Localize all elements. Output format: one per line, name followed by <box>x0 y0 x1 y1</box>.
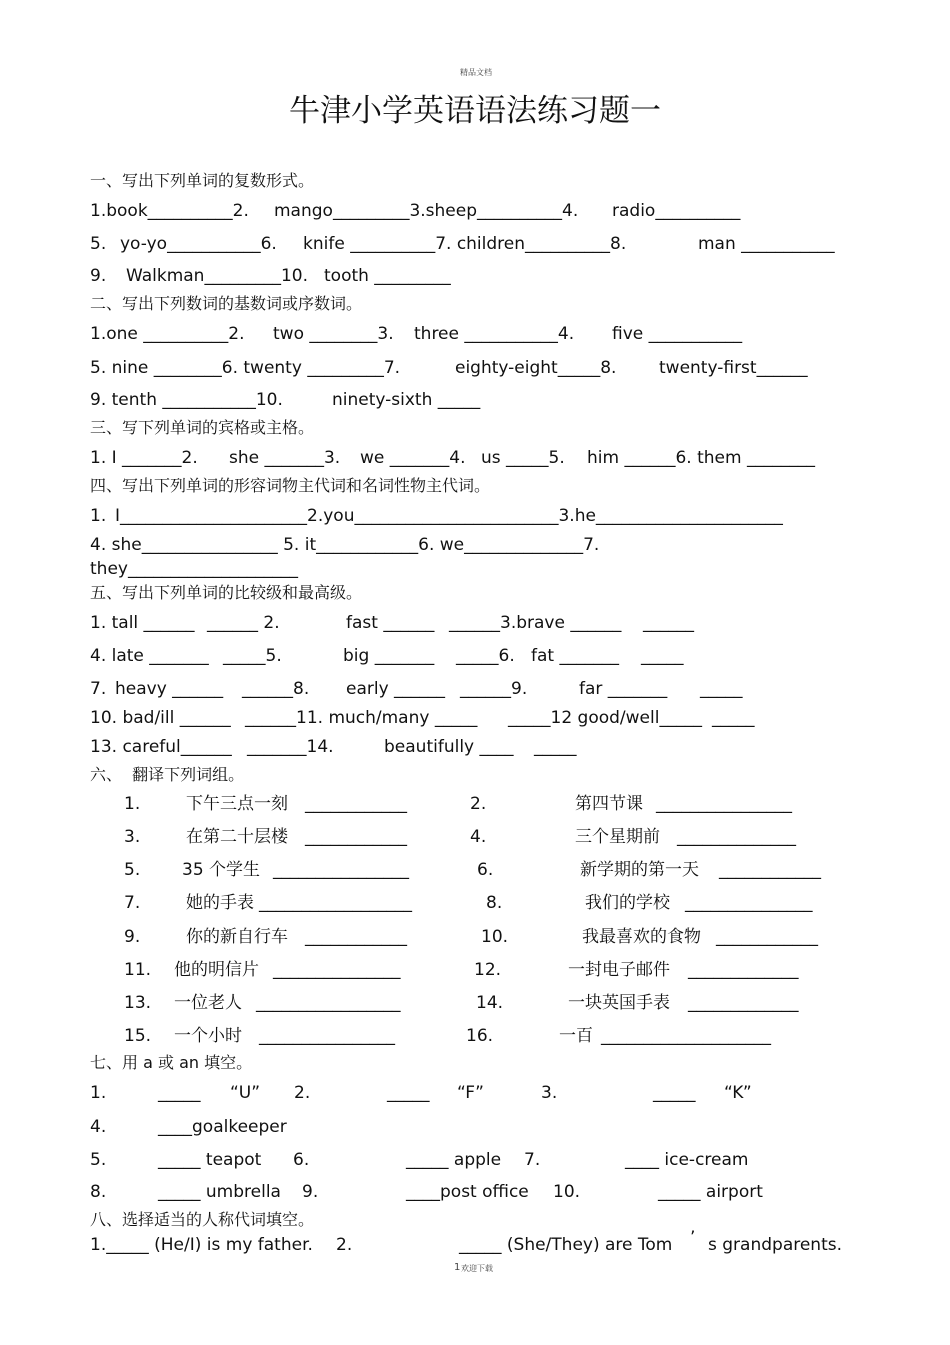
answer-blank: ______________ <box>677 827 796 847</box>
answer-blank: ____________________ <box>601 1026 771 1046</box>
item-number: 6. <box>477 860 494 880</box>
phrase-text: 下午三点一刻 <box>186 794 288 814</box>
exercise-line: ______ 2. <box>207 613 280 633</box>
exercise-line: ______8. <box>242 679 310 699</box>
exercise-line: _______14. <box>247 737 334 757</box>
item-number: 11. <box>124 960 152 980</box>
answer-blank: ________________ <box>656 794 792 814</box>
exercise-line: him ______6. them ________ <box>587 448 815 468</box>
exercise-line: _____ teapot <box>158 1150 262 1170</box>
exercise-line: “K” <box>724 1083 752 1103</box>
exercise-line: ______11. much/many _____ <box>245 708 478 728</box>
exercise-line: ______9. <box>460 679 528 699</box>
answer-blank: _____________ <box>688 993 799 1013</box>
header-note: 精品文档 <box>460 68 492 77</box>
exercise-line: _____ <box>700 679 743 699</box>
section-heading: 三、写下列单词的宾格或主格。 <box>90 418 315 437</box>
section-heading: 二、写出下列数词的基数词或序数词。 <box>90 294 363 313</box>
section-heading: 六、 翻译下列词组。 <box>90 765 245 784</box>
exercise-line: 1._____ (He/I) is my father. <box>90 1235 313 1255</box>
exercise-line: I______________________2.you________________________3.he______________________ <box>115 506 783 526</box>
item-number: 12. <box>474 960 502 980</box>
exercise-line: _____ <box>653 1083 696 1103</box>
answer-blank: __________________ <box>259 893 412 913</box>
phrase-text: 一百 <box>559 1026 593 1046</box>
phrase-text: 一封电子邮件 <box>568 960 670 980</box>
exercise-line: s grandparents. <box>708 1235 843 1255</box>
exercise-line: ____post office <box>406 1182 529 1202</box>
exercise-line: heavy ______ <box>115 679 224 699</box>
phrase-text: 我们的学校 <box>585 893 670 913</box>
exercise-line: eighty-eight_____8. <box>455 358 617 378</box>
exercise-line: 10. bad/ill ______ <box>90 708 231 728</box>
exercise-line: she _______3. <box>229 448 341 468</box>
exercise-line: 4. she________________ 5. it____________6. we______________7. <box>90 535 600 555</box>
item-number: 7. <box>124 893 141 913</box>
exercise-line: knife __________7. children__________8. <box>303 234 627 254</box>
exercise-line: 2. <box>294 1083 311 1103</box>
item-number: 16. <box>466 1026 494 1046</box>
exercise-line: fat _______ <box>531 646 619 666</box>
exercise-line: _____ (She/They) are Tom <box>459 1235 673 1255</box>
exercise-line: 10. <box>553 1182 581 1202</box>
exercise-line: 5. <box>90 234 107 254</box>
answer-blank: ____________ <box>305 794 407 814</box>
phrase-text: 他的明信片 <box>174 960 259 980</box>
exercise-line: tooth _________ <box>324 266 451 286</box>
answer-blank: ____________ <box>719 860 821 880</box>
answer-blank: ________________ <box>273 860 409 880</box>
exercise-line: 4. late _______ <box>90 646 209 666</box>
exercise-line: _____ apple <box>406 1150 502 1170</box>
exercise-line: 5. nine ________6. twenty _________7. <box>90 358 401 378</box>
exercise-line: Walkman_________10. <box>126 266 308 286</box>
phrase-text: 她的手表 <box>186 893 254 913</box>
exercise-line: 1.one __________2. <box>90 324 245 344</box>
phrase-text: 你的新自行车 <box>186 927 288 947</box>
exercise-line: 6. <box>293 1150 310 1170</box>
exercise-line: man ___________ <box>698 234 835 254</box>
exercise-line: 1. <box>90 1083 107 1103</box>
answer-blank: ____________ <box>305 827 407 847</box>
item-number: 3. <box>124 827 141 847</box>
exercise-line: us _____5. <box>481 448 565 468</box>
exercise-line: 9. <box>90 266 107 286</box>
answer-blank: _______________ <box>685 893 813 913</box>
phrase-text: 第四节课 <box>575 794 643 814</box>
exercise-line: five ___________ <box>612 324 743 344</box>
exercise-line: big _______ <box>343 646 435 666</box>
exercise-line: 2. <box>336 1235 353 1255</box>
exercise-line: ninety-sixth _____ <box>332 390 481 410</box>
exercise-line: ____ ice-cream <box>625 1150 749 1170</box>
exercise-line: _____12 good/well_____ <box>508 708 702 728</box>
phrase-text: 三个星期前 <box>575 827 660 847</box>
exercise-line: we _______4. <box>360 448 466 468</box>
exercise-line: 9. tenth ___________10. <box>90 390 283 410</box>
answer-blank: ________________ <box>259 1026 395 1046</box>
exercise-line: _____ <box>534 737 577 757</box>
item-number: 8. <box>486 893 503 913</box>
exercise-line: _____ umbrella <box>158 1182 281 1202</box>
exercise-line: yo-yo___________6. <box>120 234 277 254</box>
exercise-line: twenty-first______ <box>659 358 808 378</box>
item-number: 14. <box>476 993 504 1013</box>
page-number: 1 <box>454 1262 461 1273</box>
section-heading: 一、写出下列单词的复数形式。 <box>90 171 315 190</box>
exercise-line: 4. <box>90 1117 107 1137</box>
exercise-line: “U” <box>230 1083 261 1103</box>
exercise-line: “F” <box>457 1083 484 1103</box>
exercise-line: they____________________ <box>90 559 298 579</box>
answer-blank: _________________ <box>256 993 401 1013</box>
phrase-text: 35 个学生 <box>182 860 261 880</box>
answer-blank: ____________ <box>716 927 818 947</box>
exercise-line: ____goalkeeper <box>158 1117 287 1137</box>
exercise-line: fast ______ <box>346 613 435 633</box>
exercise-line: 7. <box>90 679 107 699</box>
exercise-line: 1. tall ______ <box>90 613 195 633</box>
item-number: 13. <box>124 993 152 1013</box>
answer-blank: _____________ <box>688 960 799 980</box>
item-number: 9. <box>124 927 141 947</box>
exercise-line: 7. <box>524 1150 541 1170</box>
section-heading: 八、选择适当的人称代词填空。 <box>90 1210 315 1229</box>
exercise-line: _____ <box>158 1083 201 1103</box>
item-number: 5. <box>124 860 141 880</box>
exercise-line: mango_________3.sheep__________4. <box>274 201 579 221</box>
item-number: 10. <box>481 927 509 947</box>
phrase-text: 一块英国手表 <box>568 993 670 1013</box>
answer-blank: _______________ <box>273 960 401 980</box>
section-heading: 四、写出下列单词的形容词物主代词和名词性物主代词。 <box>90 476 491 495</box>
exercise-line: _____6. <box>456 646 515 666</box>
phrase-text: 我最喜欢的食物 <box>582 927 701 947</box>
answer-blank: ____________ <box>305 927 407 947</box>
exercise-line: _____ airport <box>658 1182 763 1202</box>
item-number: 15. <box>124 1026 152 1046</box>
item-number: 2. <box>470 794 487 814</box>
exercise-line: 1. I _______2. <box>90 448 198 468</box>
exercise-line: 9. <box>302 1182 319 1202</box>
phrase-text: 一位老人 <box>174 993 242 1013</box>
exercise-line: two ________3. <box>273 324 394 344</box>
exercise-line: 5. <box>90 1150 107 1170</box>
exercise-line: _____5. <box>223 646 282 666</box>
exercise-line: _____ <box>641 646 684 666</box>
section-heading: 七、用 a 或 an 填空。 <box>90 1053 253 1072</box>
exercise-line: 13. careful______ <box>90 737 232 757</box>
exercise-line: ______ <box>643 613 694 633</box>
exercise-line: beautifully ____ <box>384 737 514 757</box>
section-heading: 五、写出下列单词的比较级和最高级。 <box>90 583 363 602</box>
exercise-line: early ______ <box>346 679 446 699</box>
page-title: 牛津小学英语语法练习题一 <box>289 93 661 129</box>
item-number: 1. <box>124 794 141 814</box>
exercise-line: far _______ <box>579 679 668 699</box>
exercise-line: 1.book__________2. <box>90 201 249 221</box>
exercise-line: three ___________4. <box>414 324 575 344</box>
phrase-text: 一个小时 <box>174 1026 242 1046</box>
exercise-line: 8. <box>90 1182 107 1202</box>
exercise-line: ______3.brave ______ <box>449 613 622 633</box>
exercise-line: 1. <box>90 506 107 526</box>
item-number: 4. <box>470 827 487 847</box>
exercise-line: radio__________ <box>612 201 741 221</box>
exercise-line: 3. <box>541 1083 558 1103</box>
phrase-text: 在第二十层楼 <box>186 827 288 847</box>
exercise-line: _____ <box>712 708 755 728</box>
phrase-text: 新学期的第一天 <box>580 860 699 880</box>
footer-note: 欢迎下载 <box>461 1264 493 1273</box>
exercise-line: _____ <box>387 1083 430 1103</box>
exercise-line: ’ <box>690 1228 696 1248</box>
